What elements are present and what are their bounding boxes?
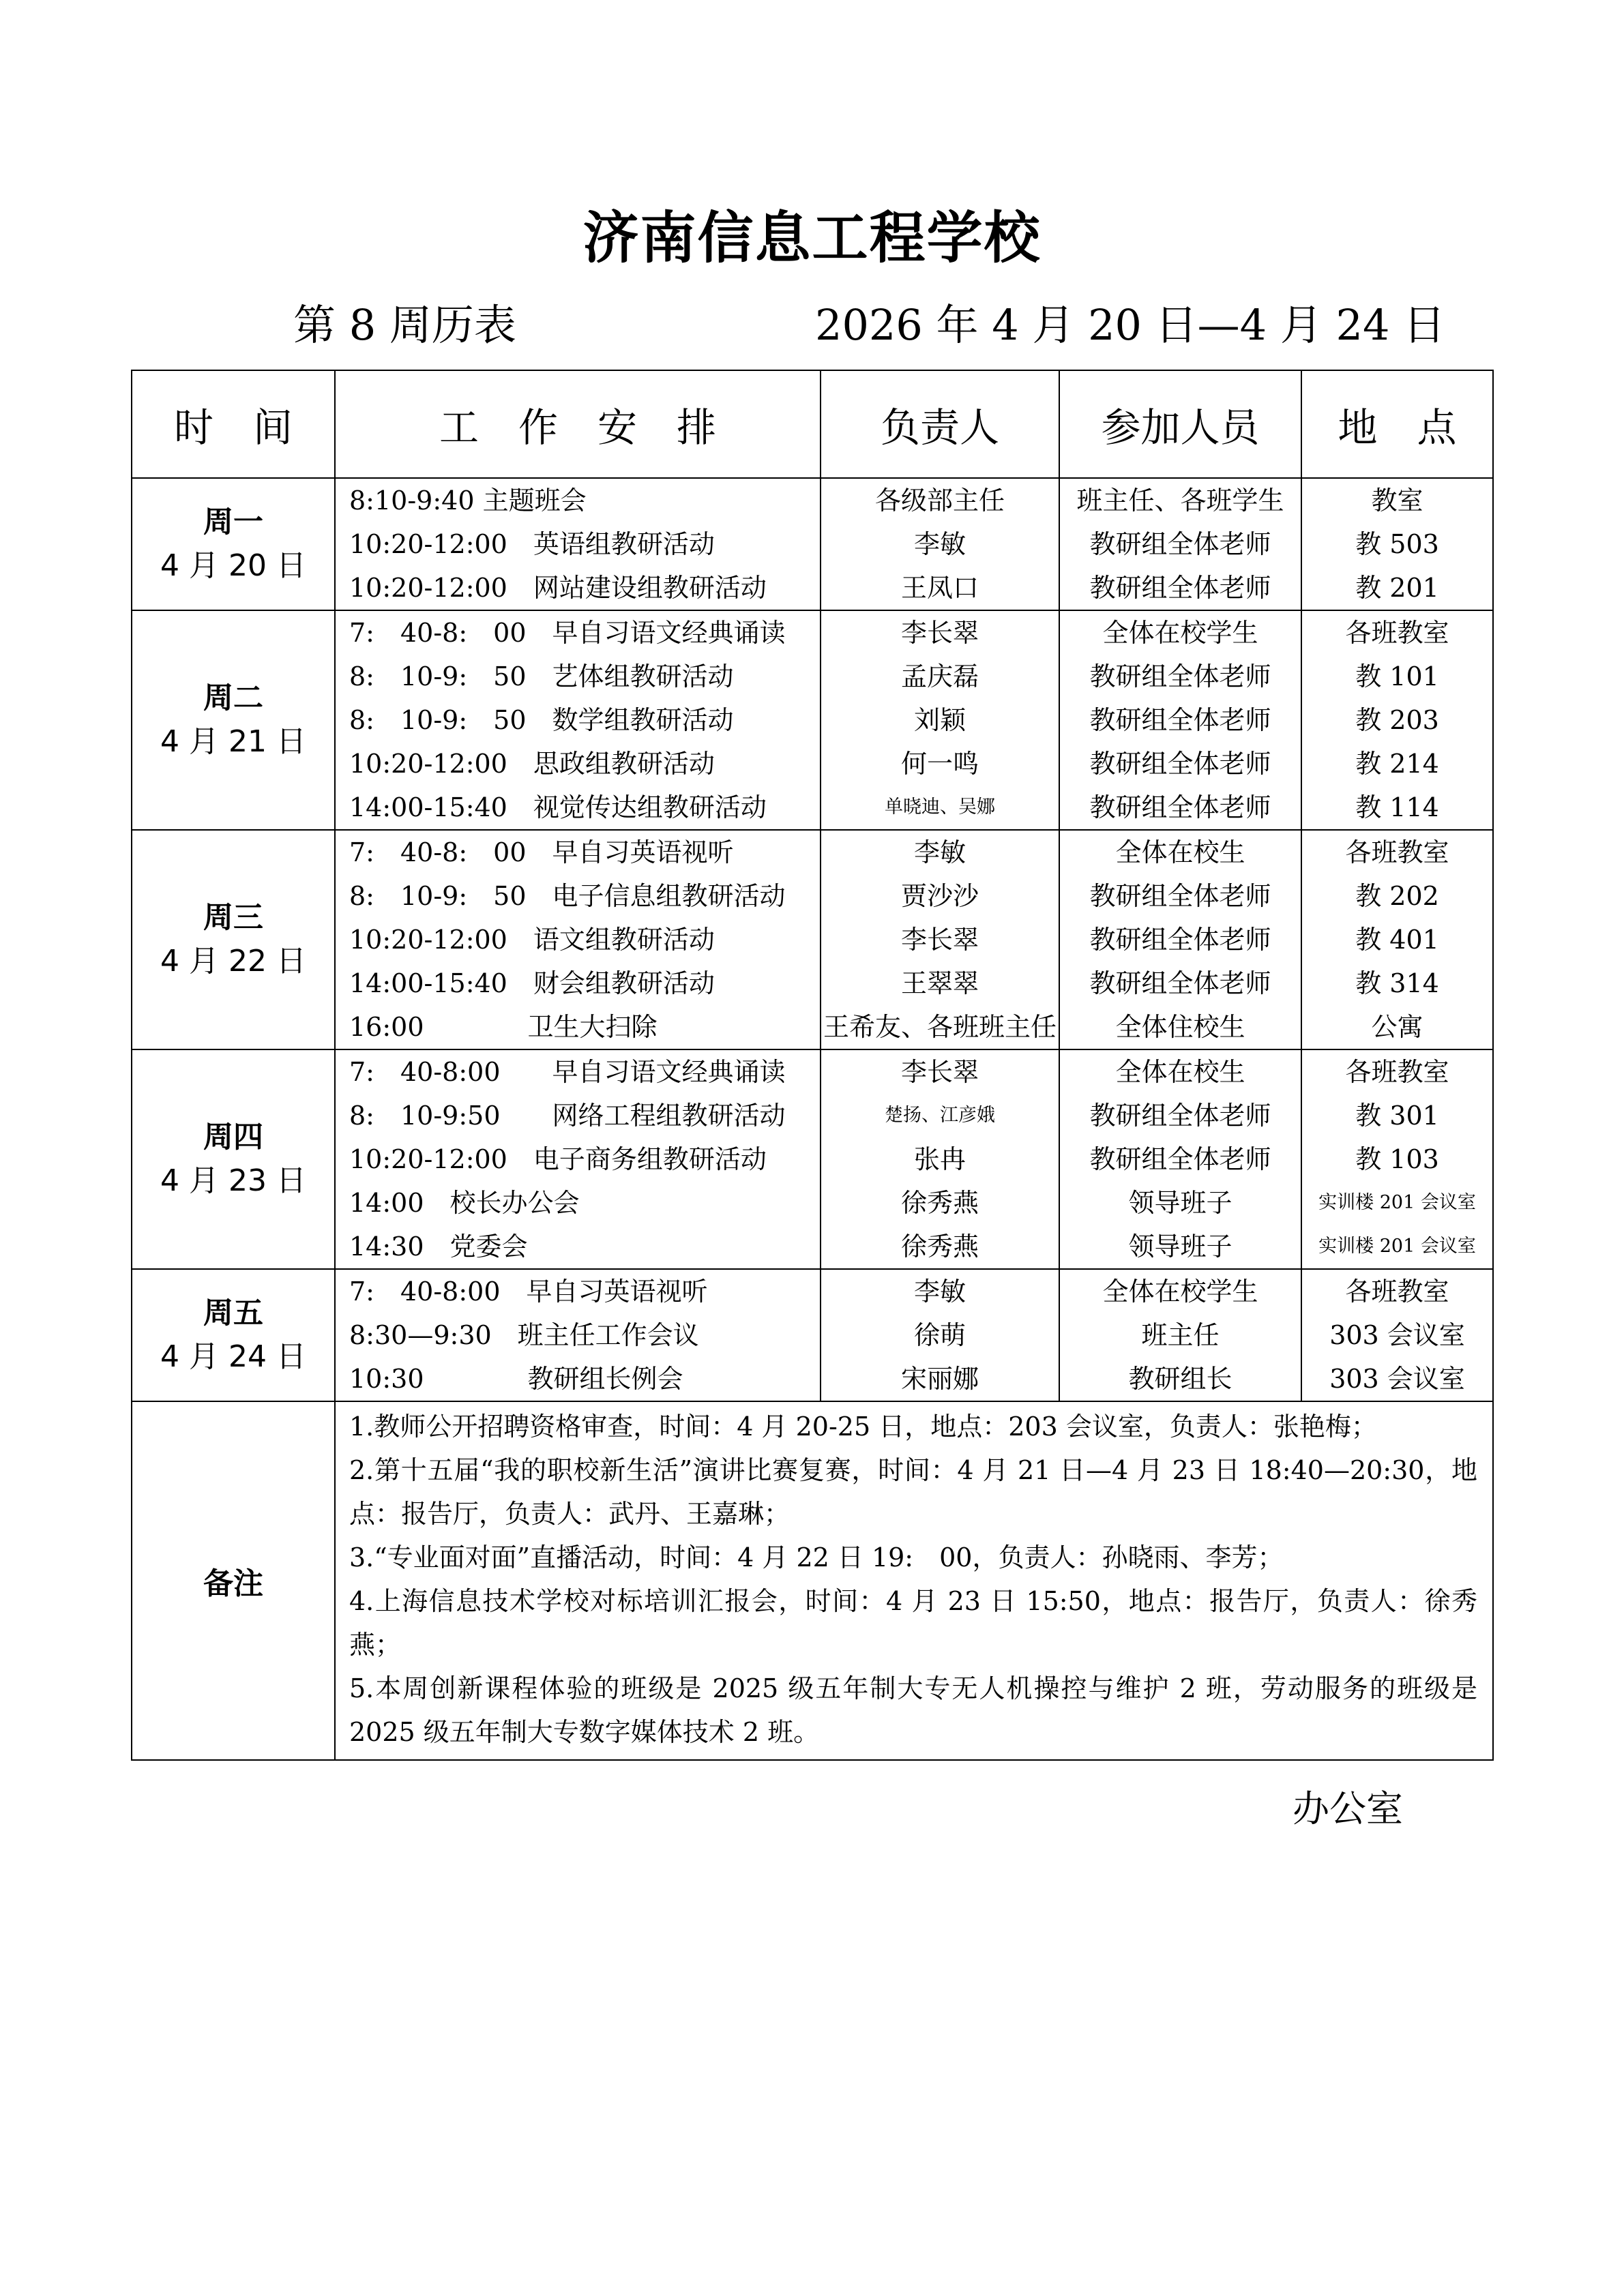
attendees: 教研组全体老师 <box>1089 705 1271 735</box>
attendees: 班主任 <box>1141 1320 1220 1350</box>
day-row <box>132 1049 1493 1269</box>
location: 教 202 <box>1355 881 1439 911</box>
work-item: 8: 10-9: 50 艺体组教研活动 <box>349 661 734 691</box>
page-title: 济南信息工程学校 <box>582 206 1042 271</box>
work-item: 7: 40-8:00 早自习语文经典诵读 <box>349 1057 786 1087</box>
location: 303 会议室 <box>1329 1320 1465 1350</box>
attendees: 领导班子 <box>1128 1188 1232 1218</box>
lead-person: 宋丽娜 <box>900 1364 979 1394</box>
location: 教 314 <box>1355 968 1439 998</box>
work-item: 16:00 卫生大扫除 <box>349 1012 658 1042</box>
weekday: 周四 <box>203 1120 263 1154</box>
day-cell <box>132 830 335 1049</box>
location: 各班教室 <box>1345 1057 1449 1087</box>
attendees-cell <box>1059 1269 1301 1401</box>
location-cell <box>1301 478 1493 610</box>
lead-person: 李敏 <box>913 1277 966 1307</box>
lead-person: 李长翠 <box>900 618 979 648</box>
attendees-cell <box>1059 830 1301 1049</box>
day-row <box>132 830 1493 1049</box>
lead-person: 徐萌 <box>913 1320 966 1350</box>
location-cell <box>1301 1269 1493 1401</box>
attendees: 教研组全体老师 <box>1089 968 1271 998</box>
attendees: 全体在校学生 <box>1102 618 1258 648</box>
attendees: 教研组全体老师 <box>1089 792 1271 822</box>
work-item: 10:30 教研组长例会 <box>349 1364 683 1394</box>
header-row <box>132 370 1493 478</box>
location-cell <box>1301 830 1493 1049</box>
day-date: 4 月 21 日 <box>160 724 306 759</box>
weekday: 周五 <box>203 1296 263 1330</box>
lead-person: 楚扬、江彦娥 <box>885 1105 995 1126</box>
lead-person: 张冉 <box>913 1144 966 1174</box>
lead-person: 孟庆磊 <box>900 661 979 691</box>
attendees: 领导班子 <box>1128 1232 1232 1262</box>
location: 303 会议室 <box>1329 1364 1465 1394</box>
lead-person: 单晓迪、吴娜 <box>885 796 995 818</box>
work-item: 14:00-15:40 视觉传达组教研活动 <box>349 792 767 822</box>
date-range: 2026 年 4 月 20 日—4 月 24 日 <box>815 300 1446 350</box>
attendees: 教研组全体老师 <box>1089 661 1271 691</box>
lead-person: 王希友、各班班主任 <box>823 1012 1057 1042</box>
day-date: 4 月 24 日 <box>160 1339 306 1374</box>
work-item: 10:20-12:00 语文组教研活动 <box>349 925 715 955</box>
work-item: 7: 40-8: 00 早自习语文经典诵读 <box>349 618 786 648</box>
header-place: 地 点 <box>1301 370 1493 478</box>
location: 教 203 <box>1355 705 1439 735</box>
attendees-cell <box>1059 478 1301 610</box>
attendees: 全体在校生 <box>1115 1057 1245 1087</box>
location: 各班教室 <box>1345 837 1449 867</box>
note-item: 1.教师公开招聘资格审查，时间：4 月 20-25 日，地点：203 会议室，负责人：张艳梅； <box>349 1412 1377 1442</box>
day-row <box>132 610 1493 830</box>
lead-person: 各级部主任 <box>874 486 1005 516</box>
location: 教 114 <box>1355 792 1439 822</box>
work-item: 7: 40-8: 00 早自习英语视听 <box>349 837 734 867</box>
work-item: 14:00 校长办公会 <box>349 1188 580 1218</box>
work-item: 8: 10-9: 50 数学组教研活动 <box>349 705 734 735</box>
header-time: 时 间 <box>132 370 335 478</box>
header-work: 工 作 安 排 <box>335 370 821 478</box>
lead-person: 李敏 <box>913 837 966 867</box>
weekday: 周三 <box>203 900 263 935</box>
lead-person: 刘颖 <box>913 705 966 735</box>
notes-label: 备注 <box>132 1401 335 1760</box>
lead-person: 李长翠 <box>900 1057 979 1087</box>
attendees: 全体住校生 <box>1115 1012 1245 1042</box>
location: 教 301 <box>1355 1101 1439 1131</box>
day-cell <box>132 478 335 610</box>
attendees: 教研组长 <box>1128 1364 1232 1394</box>
weekday: 周二 <box>203 681 263 715</box>
location: 公寓 <box>1371 1012 1423 1042</box>
weekday: 周一 <box>203 505 263 539</box>
location: 教 201 <box>1355 573 1439 603</box>
location: 各班教室 <box>1345 1277 1449 1307</box>
lead-person-cell <box>821 610 1059 830</box>
location: 教室 <box>1371 486 1423 516</box>
header-lead: 负责人 <box>821 370 1059 478</box>
attendees: 全体在校生 <box>1115 837 1245 867</box>
notes-row <box>132 1401 1493 1760</box>
lead-person: 何一鸣 <box>900 749 979 779</box>
day-cell <box>132 1049 335 1269</box>
lead-person: 徐秀燕 <box>900 1188 979 1218</box>
attendees: 教研组全体老师 <box>1089 529 1271 559</box>
lead-person: 王凤口 <box>900 573 979 603</box>
attendees-cell <box>1059 1049 1301 1269</box>
lead-person: 王翠翠 <box>900 968 979 998</box>
work-item: 10:20-12:00 英语组教研活动 <box>349 529 715 559</box>
lead-person: 徐秀燕 <box>900 1232 979 1262</box>
work-item: 10:20-12:00 电子商务组教研活动 <box>349 1144 767 1174</box>
work-item: 10:20-12:00 思政组教研活动 <box>349 749 715 779</box>
day-row <box>132 1269 1493 1401</box>
work-item: 8:30—9:30 班主任工作会议 <box>349 1320 699 1350</box>
work-item-cell <box>335 830 821 1049</box>
location-cell <box>1301 1049 1493 1269</box>
attendees: 教研组全体老师 <box>1089 1144 1271 1174</box>
lead-person-cell <box>821 830 1059 1049</box>
lead-person: 李敏 <box>913 529 966 559</box>
day-date: 4 月 23 日 <box>160 1163 306 1198</box>
location: 各班教室 <box>1345 618 1449 648</box>
note-item: 3.“专业面对面”直播活动，时间：4 月 22 日 19: 00，负责人：孙晓雨、李芳； <box>349 1542 1284 1572</box>
week-label: 第 8 周历表 <box>293 300 516 350</box>
attendees: 班主任、各班学生 <box>1076 486 1284 516</box>
work-item: 14:30 党委会 <box>349 1232 528 1262</box>
header-attend: 参加人员 <box>1059 370 1301 478</box>
location: 教 214 <box>1355 749 1439 779</box>
day-date: 4 月 20 日 <box>160 548 306 583</box>
work-item-cell <box>335 1049 821 1269</box>
work-item: 8: 10-9: 50 电子信息组教研活动 <box>349 881 786 911</box>
lead-person: 贾沙沙 <box>900 881 979 911</box>
attendees: 教研组全体老师 <box>1089 1101 1271 1131</box>
lead-person-cell <box>821 478 1059 610</box>
notes-cell <box>335 1401 1493 1760</box>
attendees: 教研组全体老师 <box>1089 749 1271 779</box>
schedule-table <box>131 370 1494 1761</box>
location-cell <box>1301 610 1493 830</box>
location: 教 503 <box>1355 529 1439 559</box>
work-item: 8:10-9:40 主题班会 <box>349 486 587 516</box>
lead-person-cell <box>821 1269 1059 1401</box>
attendees: 教研组全体老师 <box>1089 573 1271 603</box>
location: 实训楼 201 会议室 <box>1318 1236 1476 1257</box>
work-item: 10:20-12:00 网站建设组教研活动 <box>349 573 767 603</box>
attendees: 教研组全体老师 <box>1089 881 1271 911</box>
location: 教 103 <box>1355 1144 1439 1174</box>
lead-person: 李长翠 <box>900 925 979 955</box>
day-cell <box>132 1269 335 1401</box>
day-row <box>132 478 1493 610</box>
work-item-cell <box>335 610 821 830</box>
day-date: 4 月 22 日 <box>160 944 306 979</box>
work-item: 8: 10-9:50 网络工程组教研活动 <box>349 1101 786 1131</box>
note-item: 2.第十五届“我的职校新生活”演讲比赛复赛，时间：4 月 21 日—4 月 23 日 18:40—20:30，地点：报告厅，负责人：武丹、王嘉琳； <box>349 1455 1477 1529</box>
day-cell <box>132 610 335 830</box>
attendees: 教研组全体老师 <box>1089 925 1271 955</box>
location: 教 401 <box>1355 925 1439 955</box>
work-item: 14:00-15:40 财会组教研活动 <box>349 968 715 998</box>
note-item: 4.上海信息技术学校对标培训汇报会，时间：4 月 23 日 15:50，地点：报告厅，负责人：徐秀燕； <box>349 1586 1477 1660</box>
attendees: 全体在校学生 <box>1102 1277 1258 1307</box>
location: 教 101 <box>1355 661 1439 691</box>
location: 实训楼 201 会议室 <box>1318 1192 1476 1213</box>
work-item: 7: 40-8:00 早自习英语视听 <box>349 1277 708 1307</box>
work-item-cell <box>335 1269 821 1401</box>
lead-person-cell <box>821 1049 1059 1269</box>
office-signature: 办公室 <box>1293 1787 1403 1830</box>
note-item: 5.本周创新课程体验的班级是 2025 级五年制大专无人机操控与维护 2 班，劳动服务的班级是 2025 级五年制大专数字媒体技术 2 班。 <box>349 1673 1477 1747</box>
attendees-cell <box>1059 610 1301 830</box>
work-item-cell <box>335 478 821 610</box>
